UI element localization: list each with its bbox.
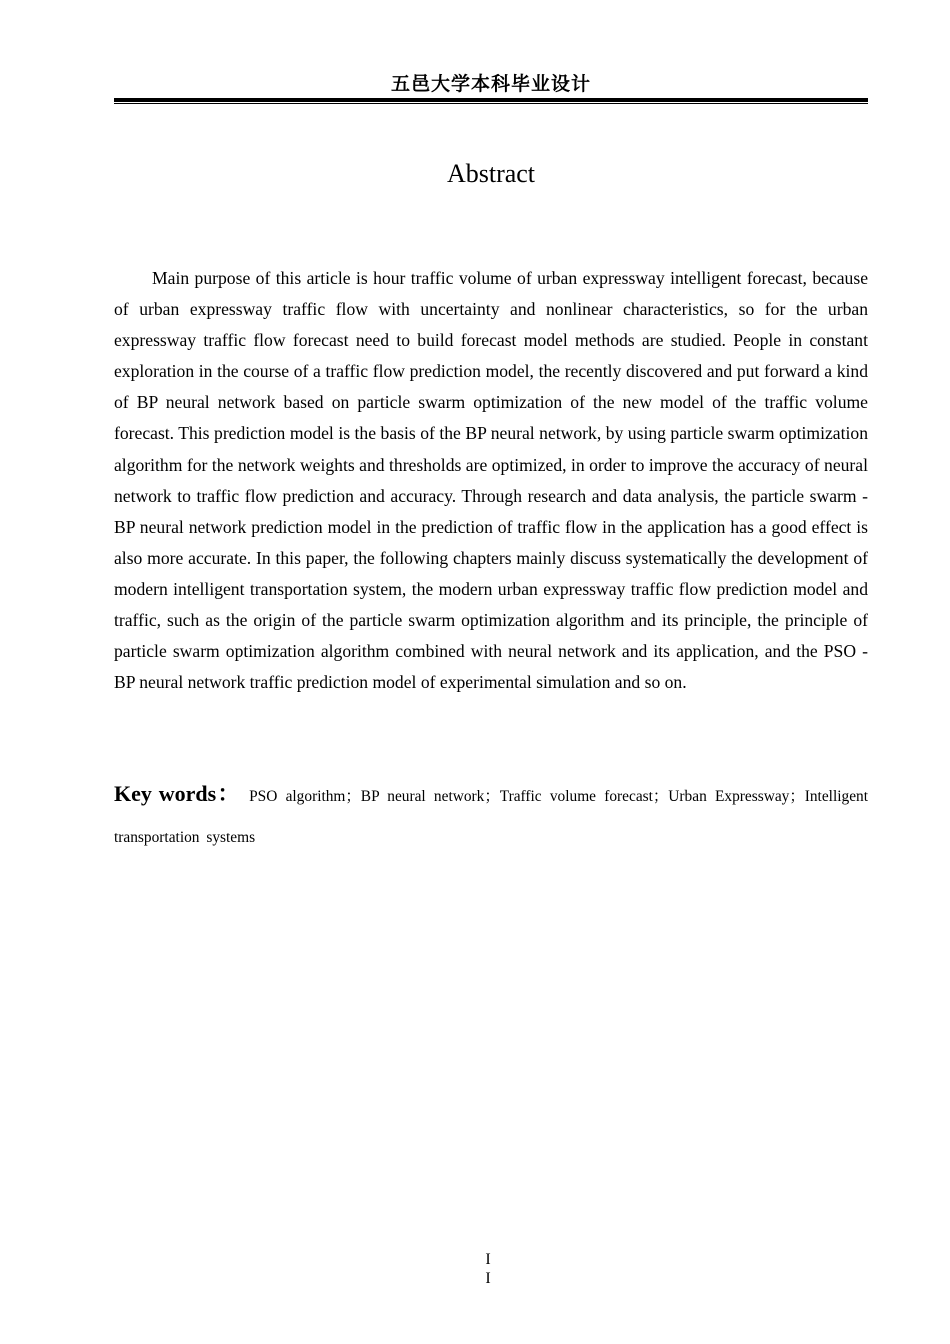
page-header [114, 72, 868, 96]
page-number-line-2: I [485, 1270, 491, 1287]
keywords-text: PSO algorithm；BP neural network；Traffic volume forecast；Urban Expressway；Intelligent transportation systems [114, 788, 868, 846]
abstract-body: Main purpose of this article is hour traffic volume of urban expressway intelligent forecast, because of urban expressway traffic flow with uncertainty and nonlinear characteristics, so for the urban expressway traffic flow forecast need to build forecast model methods are studied. People in constant exploration in the course of a traffic flow prediction model, the recently discovered and put forward a kind of BP neural network based on particle swarm optimization of the new model of the traffic volume forecast. This prediction model is the basis of the BP neural network, by using particle swarm optimization algorithm for the network weights and thresholds are optimized, in order to improve the accuracy of neural network to traffic flow prediction and accuracy. Through research and data analysis, the particle swarm - BP neural network prediction model in the prediction of traffic flow in the application has a good effect is also more accurate. In this paper, the following chapters mainly discuss systematically the development of modern intelligent transportation system, the modern urban expressway traffic flow prediction model and traffic, such as the origin of the particle swarm optimization algorithm and its principle, the principle of particle swarm optimization algorithm combined with neural network and its application, and the PSO - BP neural network traffic prediction model of experimental simulation and so on. [114, 268, 868, 693]
header-title: 五邑大学本科毕业设计 [390, 73, 591, 95]
abstract-title: Abstract [446, 159, 536, 188]
keywords-label: Key words： [114, 781, 241, 806]
header-rule-thick [114, 98, 868, 102]
page-number [464, 1250, 512, 1288]
keywords [114, 773, 868, 858]
header-rule-thin [114, 103, 868, 104]
page-number-line-1: I [485, 1251, 491, 1268]
